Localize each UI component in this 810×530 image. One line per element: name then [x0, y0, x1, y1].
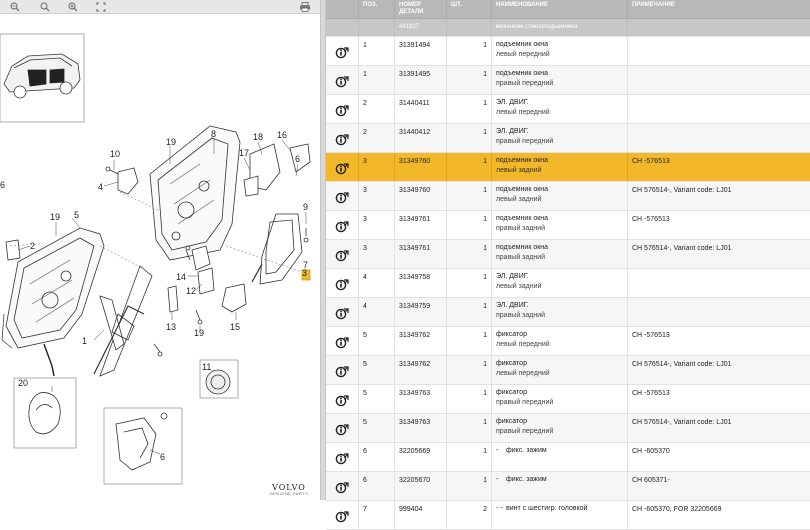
cell-number[interactable]: 31349762: [395, 356, 447, 384]
cell-pos: 2: [359, 124, 395, 152]
cell-number[interactable]: 31349759: [395, 298, 447, 326]
info-link-icon[interactable]: [326, 356, 359, 384]
print-icon[interactable]: [294, 0, 316, 14]
cell-pos: 3: [359, 182, 395, 210]
part-name: ЭЛ. ДВИГ.: [496, 302, 529, 309]
info-link-icon[interactable]: [326, 385, 359, 413]
table-row[interactable]: [326, 356, 810, 385]
table-row[interactable]: [326, 37, 810, 66]
brand-name: VOLVO: [272, 483, 306, 492]
cell-pos: 3: [359, 211, 395, 239]
cell-note: [628, 66, 810, 94]
cell-number[interactable]: 32205670: [395, 472, 447, 500]
part-name: ЭЛ. ДВИГ.: [496, 273, 529, 280]
cell-note: [628, 298, 810, 326]
info-link-icon[interactable]: [326, 95, 359, 123]
cell-pos: 5: [359, 385, 395, 413]
cell-name: [492, 356, 628, 384]
table-row[interactable]: [326, 269, 810, 298]
cell-qty: 1: [447, 95, 492, 123]
callout-15: 15: [230, 322, 241, 332]
info-link-icon[interactable]: [326, 211, 359, 239]
cell-name: [492, 501, 628, 529]
cell-number[interactable]: 31391495: [395, 66, 447, 94]
table-header: [326, 0, 810, 19]
callout-14: 14: [176, 272, 187, 282]
callout-18: 18: [253, 132, 264, 142]
cell-name: [492, 95, 628, 123]
cell-pos: 2: [359, 95, 395, 123]
info-link-icon[interactable]: [326, 240, 359, 268]
info-link-icon[interactable]: [326, 327, 359, 355]
cell-qty: 2: [447, 501, 492, 529]
cell-number[interactable]: 31349761: [395, 240, 447, 268]
part-position: правый задний: [496, 225, 546, 232]
table-row[interactable]: [326, 182, 810, 211]
cell-note: [628, 124, 810, 152]
group-number: 441827: [395, 19, 447, 36]
part-name: фикс. зажим: [506, 447, 547, 454]
cell-pos: 7: [359, 501, 395, 529]
exploded-parts-diagram: [0, 14, 320, 500]
callout-19b: 19: [50, 212, 61, 222]
part-position: левый передний: [496, 109, 550, 116]
cell-pos: 4: [359, 269, 395, 297]
part-name: фиксатор: [496, 389, 527, 396]
cell-number[interactable]: 999404: [395, 501, 447, 529]
cell-name: [492, 269, 628, 297]
info-link-icon[interactable]: [326, 153, 359, 181]
cell-name: [492, 472, 628, 500]
cell-qty: 1: [447, 443, 492, 471]
cell-number[interactable]: 31440412: [395, 124, 447, 152]
header-action: [326, 0, 359, 18]
part-position: правый передний: [496, 80, 554, 87]
search-icon[interactable]: [34, 0, 56, 14]
cell-pos: 1: [359, 37, 395, 65]
part-position: правый задний: [496, 312, 546, 319]
part-position: правый передний: [496, 399, 554, 406]
table-row[interactable]: [326, 66, 810, 95]
part-name: фиксатор: [496, 360, 527, 367]
callout-13: 13: [166, 322, 177, 332]
callout-19: 19: [166, 137, 177, 147]
info-link-icon[interactable]: [326, 298, 359, 326]
cell-number[interactable]: 31349762: [395, 327, 447, 355]
part-name: винт с шестигр. головкой: [506, 505, 588, 512]
info-link-icon[interactable]: [326, 182, 359, 210]
callout-12: 12: [186, 286, 197, 296]
cell-number[interactable]: 31349758: [395, 269, 447, 297]
cell-pos: 1: [359, 66, 395, 94]
cell-note: CH -576513: [632, 158, 670, 165]
cell-name: [492, 298, 628, 326]
callout-11: 11: [202, 362, 212, 372]
cell-number[interactable]: 31440411: [395, 95, 447, 123]
cell-number[interactable]: 31349760: [395, 153, 447, 181]
table-row[interactable]: [326, 472, 810, 501]
group-row: [326, 19, 810, 37]
part-position: правый задний: [496, 254, 546, 261]
cell-name: [492, 37, 628, 65]
indent-bullet: -: [496, 476, 499, 483]
cell-name: [492, 66, 628, 94]
cell-qty: 1: [447, 385, 492, 413]
cell-number[interactable]: 32205669: [395, 443, 447, 471]
cell-number[interactable]: 31391494: [395, 37, 447, 65]
part-name: фикс. зажим: [506, 476, 547, 483]
info-link-icon[interactable]: [326, 269, 359, 297]
indent-bullet: -: [496, 447, 499, 454]
cell-note: CH 576514-, Variant code: LJ01: [632, 419, 732, 426]
front-door-panel-shape: [6, 228, 104, 348]
part-position: правый передний: [496, 428, 554, 435]
cell-pos: 4: [359, 298, 395, 326]
callout-16: 16: [277, 130, 288, 140]
cell-number[interactable]: 31349760: [395, 182, 447, 210]
part-name: подъемник окна: [496, 186, 549, 193]
cell-note: CH 576514-, Variant code: LJ01: [632, 245, 732, 252]
rear-door-panel-shape: [150, 126, 240, 260]
callout-7: 7: [303, 260, 309, 270]
cell-name: [492, 182, 628, 210]
cell-qty: 1: [447, 66, 492, 94]
indent-bullet: - -: [496, 505, 503, 512]
group-name: механизм стеклоподъемника: [492, 19, 628, 36]
part-position: левый задний: [496, 196, 542, 203]
cell-name: [492, 124, 628, 152]
cell-qty: 1: [447, 472, 492, 500]
cell-qty: 1: [447, 37, 492, 65]
cell-note: CH -605370, FOR 32205669: [632, 506, 722, 513]
cell-qty: 1: [447, 182, 492, 210]
cell-qty: 1: [447, 269, 492, 297]
brand-subtitle: GENUINE PARTS: [269, 491, 309, 496]
table-row[interactable]: [326, 443, 810, 472]
cell-pos: 3: [359, 240, 395, 268]
part-name: ЭЛ. ДВИГ.: [496, 128, 529, 135]
diagram-toolbar: [0, 0, 320, 14]
header-pos: ПОЗ.: [359, 0, 395, 18]
cell-pos: 6: [359, 472, 395, 500]
cell-number[interactable]: 31349763: [395, 385, 447, 413]
callout-19c: 19: [194, 328, 205, 338]
callout-6c: 6: [0, 180, 6, 190]
cell-note: [628, 37, 810, 65]
callout-20: 20: [18, 378, 29, 388]
cell-pos: 5: [359, 356, 395, 384]
cell-qty: 1: [447, 153, 492, 181]
table-row[interactable]: [326, 327, 810, 356]
cell-note: [628, 269, 810, 297]
header-qty: ШТ.: [447, 0, 492, 18]
callout-17: 17: [239, 148, 250, 158]
cell-qty: 1: [447, 414, 492, 442]
callout-3: 3: [302, 268, 308, 278]
header-number: НОМЕР ДЕТАЛИ: [395, 0, 447, 18]
fullscreen-icon[interactable]: [90, 0, 112, 14]
cell-number[interactable]: 31349761: [395, 211, 447, 239]
table-row[interactable]: [326, 95, 810, 124]
table-row[interactable]: [326, 240, 810, 269]
header-note: ПРИМЕЧАНИЕ: [632, 2, 675, 8]
cell-name: [492, 153, 628, 181]
cell-note: CH 576514-, Variant code: LJ01: [632, 361, 732, 368]
info-link-icon[interactable]: [326, 501, 359, 529]
cell-qty: 1: [447, 240, 492, 268]
cell-name: [492, 327, 628, 355]
diagram-pane: [0, 0, 320, 500]
table-row[interactable]: [326, 211, 810, 240]
callout-10: 10: [110, 149, 121, 159]
cell-note: CH 576514-, Variant code: LJ01: [632, 187, 732, 194]
part-name: ЭЛ. ДВИГ.: [496, 99, 529, 106]
callout-1: 1: [82, 336, 88, 346]
part-name: подъемник окна: [496, 244, 549, 251]
part-name: подъемник окна: [496, 215, 549, 222]
part-position: левый передний: [496, 341, 550, 348]
table-row[interactable]: [326, 501, 810, 530]
cell-name: [492, 443, 628, 471]
table-row[interactable]: [326, 385, 810, 414]
cell-name: [492, 385, 628, 413]
part-position: левый задний: [496, 167, 542, 174]
cell-qty: 1: [447, 211, 492, 239]
cell-note: CH -576513: [632, 390, 670, 397]
table-row[interactable]: [326, 153, 810, 182]
callout-4: 4: [98, 182, 104, 192]
callout-8: 8: [211, 129, 217, 139]
cell-note: CH -605370: [632, 448, 670, 455]
cell-note: CH -576513: [632, 216, 670, 223]
parts-table: [326, 0, 810, 513]
info-link-icon[interactable]: [326, 37, 359, 65]
info-link-icon[interactable]: [326, 124, 359, 152]
info-link-icon[interactable]: [326, 414, 359, 442]
part-position: левый задний: [496, 283, 542, 290]
cell-pos: 5: [359, 327, 395, 355]
part-name: подъемник окна: [496, 157, 549, 164]
cell-pos: 6: [359, 443, 395, 471]
callout-5: 5: [74, 210, 80, 220]
cell-note: CH -576513: [632, 332, 670, 339]
table-row[interactable]: [326, 414, 810, 443]
cell-qty: 1: [447, 298, 492, 326]
cell-pos: 3: [359, 153, 395, 181]
header-name: НАИМЕНОВАНИЕ: [492, 0, 628, 18]
cell-qty: 1: [447, 124, 492, 152]
info-link-icon[interactable]: [326, 66, 359, 94]
cell-number[interactable]: 31349763: [395, 414, 447, 442]
part-name: фиксатор: [496, 331, 527, 338]
brand-logo: [262, 484, 316, 496]
table-row[interactable]: [326, 124, 810, 153]
callout-6b: 6: [160, 452, 166, 462]
part-position: левый передний: [496, 51, 550, 58]
search-plus-icon[interactable]: [62, 0, 84, 14]
cell-qty: 1: [447, 327, 492, 355]
callout-6: 6: [295, 154, 301, 164]
search-minus-icon[interactable]: [4, 0, 26, 14]
callout-9: 9: [303, 202, 309, 212]
cell-note: [628, 95, 810, 123]
part-position: левый передний: [496, 370, 550, 377]
part-name: подъемник окна: [496, 70, 549, 77]
cell-note: CH 605371-: [632, 477, 670, 484]
cell-name: [492, 414, 628, 442]
info-link-icon[interactable]: [326, 472, 359, 500]
cell-pos: 5: [359, 414, 395, 442]
part-position: правый передний: [496, 138, 554, 145]
part-name: подъемник окна: [496, 41, 549, 48]
table-row[interactable]: [326, 298, 810, 327]
callout-2: 2: [30, 241, 36, 251]
cell-qty: 1: [447, 356, 492, 384]
info-link-icon[interactable]: [326, 443, 359, 471]
part-name: фиксатор: [496, 418, 527, 425]
cell-name: [492, 240, 628, 268]
cell-name: [492, 211, 628, 239]
